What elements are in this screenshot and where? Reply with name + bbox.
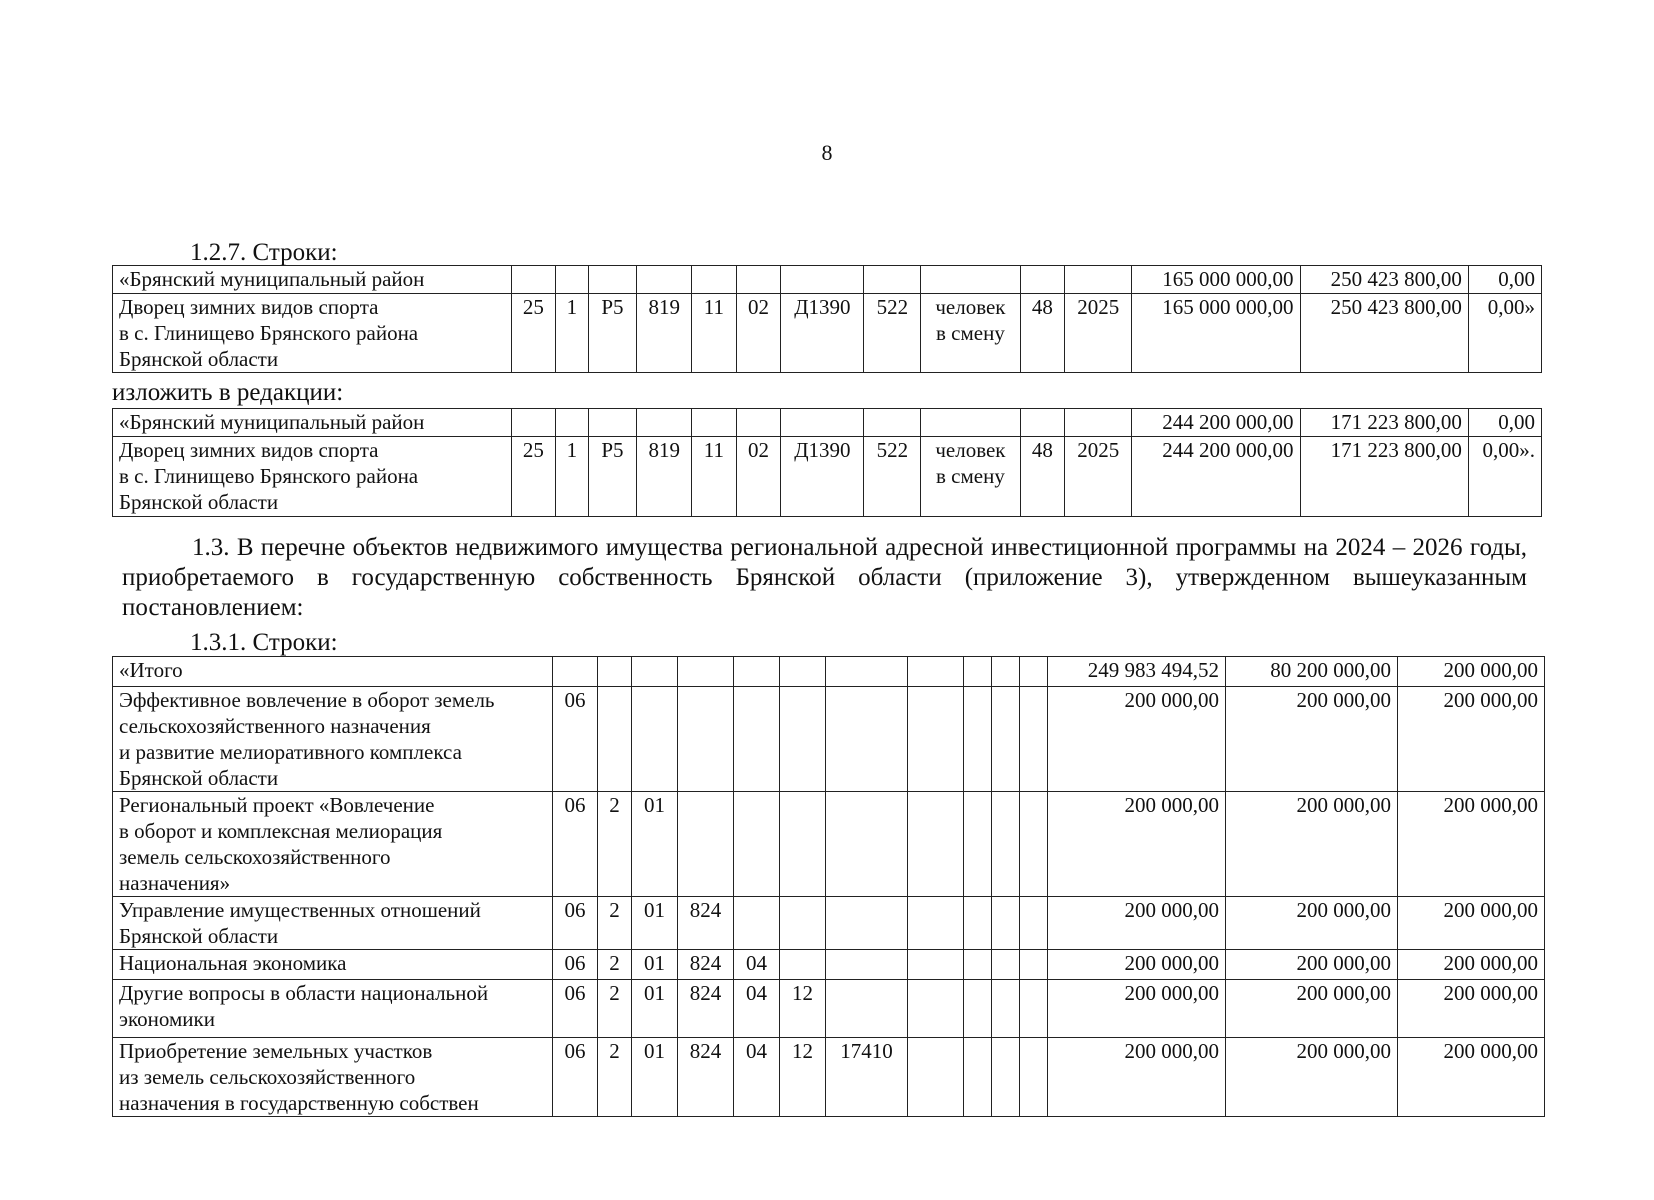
table-cell xyxy=(908,897,964,950)
table-cell xyxy=(1020,950,1048,980)
table-cell xyxy=(556,409,588,437)
table-cell xyxy=(678,657,734,687)
table-cell: 824 xyxy=(678,950,734,980)
table-row xyxy=(113,687,1545,792)
table-cell: 824 xyxy=(678,1038,734,1117)
table-cell: 2025 xyxy=(1065,437,1132,517)
table-cell xyxy=(734,657,780,687)
table-cell: человек в смену xyxy=(921,437,1020,517)
table-cell xyxy=(992,897,1020,950)
table-cell: 12 xyxy=(780,1038,826,1117)
row-label-cell: «Итого xyxy=(113,657,553,687)
table-cell xyxy=(780,687,826,792)
table-cell: 165 000 000,00 xyxy=(1132,266,1300,294)
table-cell: Р5 xyxy=(588,294,637,373)
table-cell xyxy=(556,266,588,294)
table-cell: 250 423 800,00 xyxy=(1300,294,1468,373)
table-cell xyxy=(908,980,964,1038)
table-cell xyxy=(1020,897,1048,950)
table-cell xyxy=(992,980,1020,1038)
table-cell: 80 200 000,00 xyxy=(1226,657,1398,687)
row-label-cell: Приобретение земельных участков из земель сельскохозяйственного назначения в государственную собствен xyxy=(113,1038,553,1117)
table-cell: 200 000,00 xyxy=(1398,792,1545,897)
table-cell: 11 xyxy=(692,294,737,373)
table-cell: 200 000,00 xyxy=(1226,980,1398,1038)
heading-redaction: изложить в редакции: xyxy=(112,379,344,406)
table-cell xyxy=(864,409,921,437)
table-cell xyxy=(1020,657,1048,687)
table-cell xyxy=(826,657,908,687)
table-row xyxy=(113,437,1542,517)
table-cell: 165 000 000,00 xyxy=(1132,294,1300,373)
table-cell xyxy=(678,792,734,897)
table-realty xyxy=(112,656,1545,1117)
table-cell xyxy=(1020,266,1065,294)
table-cell: 200 000,00 xyxy=(1048,897,1226,950)
table-cell xyxy=(992,950,1020,980)
table-cell: 04 xyxy=(734,980,780,1038)
table-cell: 244 200 000,00 xyxy=(1132,409,1300,437)
table-cell xyxy=(992,792,1020,897)
table-cell: человек в смену xyxy=(921,294,1020,373)
page-number: 8 xyxy=(821,140,833,165)
table-after xyxy=(112,408,1542,517)
table-cell: 06 xyxy=(553,792,598,897)
table-cell xyxy=(637,409,692,437)
table-cell: 200 000,00 xyxy=(1048,980,1226,1038)
table-cell: 824 xyxy=(678,980,734,1038)
table-row xyxy=(113,1038,1545,1117)
table-cell: 522 xyxy=(864,437,921,517)
table-cell xyxy=(964,950,992,980)
table-cell: 0,00 xyxy=(1468,266,1541,294)
table-cell xyxy=(1020,409,1065,437)
table-cell: 06 xyxy=(553,1038,598,1117)
table-cell xyxy=(637,266,692,294)
table-cell: 06 xyxy=(553,897,598,950)
table-cell: 0,00 xyxy=(1468,409,1541,437)
table-cell xyxy=(908,687,964,792)
table-cell xyxy=(964,792,992,897)
table-cell xyxy=(1020,792,1048,897)
table-cell xyxy=(780,792,826,897)
table-cell: 17410 xyxy=(826,1038,908,1117)
table-cell: 200 000,00 xyxy=(1398,980,1545,1038)
table-cell: 25 xyxy=(511,294,556,373)
table-cell xyxy=(964,897,992,950)
table-cell xyxy=(632,657,678,687)
row-label-cell: Дворец зимних видов спорта в с. Глинищево Брянского района Брянской области xyxy=(113,437,512,517)
table-cell: 1 xyxy=(556,294,588,373)
table-cell xyxy=(1020,1038,1048,1117)
table-before xyxy=(112,265,1542,373)
table-cell xyxy=(992,1038,1020,1117)
table-cell xyxy=(598,657,632,687)
table-cell xyxy=(908,792,964,897)
table-cell: 200 000,00 xyxy=(1398,687,1545,792)
table-row xyxy=(113,266,1542,294)
table-cell: 250 423 800,00 xyxy=(1300,266,1468,294)
table-row xyxy=(113,980,1545,1038)
table-cell: 200 000,00 xyxy=(1048,1038,1226,1117)
table-cell: 02 xyxy=(736,294,781,373)
table-cell: 244 200 000,00 xyxy=(1132,437,1300,517)
table-cell: 2 xyxy=(598,950,632,980)
table-cell: 200 000,00 xyxy=(1048,687,1226,792)
table-cell xyxy=(908,1038,964,1117)
table-cell: 200 000,00 xyxy=(1398,897,1545,950)
table-cell xyxy=(864,266,921,294)
table-cell: 522 xyxy=(864,294,921,373)
row-label-cell: Другие вопросы в области национальной экономики xyxy=(113,980,553,1038)
table-cell xyxy=(964,657,992,687)
table-cell: 48 xyxy=(1020,294,1065,373)
table-row xyxy=(113,897,1545,950)
table-cell: 249 983 494,52 xyxy=(1048,657,1226,687)
table-cell xyxy=(908,657,964,687)
table-cell xyxy=(736,409,781,437)
table-row xyxy=(113,409,1542,437)
table-cell: 2 xyxy=(598,897,632,950)
table-cell xyxy=(964,687,992,792)
row-label-cell: Управление имущественных отношений Брянской области xyxy=(113,897,553,950)
table-cell: 200 000,00 xyxy=(1226,792,1398,897)
table-cell: 0,00». xyxy=(1468,437,1541,517)
row-label-cell: Дворец зимних видов спорта в с. Глинищево Брянского района Брянской области xyxy=(113,294,512,373)
table-cell: 11 xyxy=(692,437,737,517)
table-cell: 04 xyxy=(734,1038,780,1117)
table-cell xyxy=(826,687,908,792)
table-cell xyxy=(826,950,908,980)
table-cell xyxy=(692,409,737,437)
table-cell xyxy=(511,409,556,437)
table-row xyxy=(113,792,1545,897)
table-cell: 02 xyxy=(736,437,781,517)
row-label-cell: Региональный проект «Вовлечение в оборот и комплексная мелиорация земель сельскохозяйственного назначения» xyxy=(113,792,553,897)
table-cell: 200 000,00 xyxy=(1226,1038,1398,1117)
table-cell: Р5 xyxy=(588,437,637,517)
table-cell xyxy=(632,687,678,792)
table-cell xyxy=(780,657,826,687)
table-cell: 06 xyxy=(553,950,598,980)
row-label-cell: «Брянский муниципальный район xyxy=(113,409,512,437)
paragraph-1-3: 1.3. В перечне объектов недвижимого имущества региональной адресной инвестиционной программы на 2024 – 2026 годы, приобретаемого в государственную собственность Брянской области (приложение 3), утвержденном вышеуказанным постановлением: xyxy=(122,534,1527,621)
table-cell xyxy=(780,897,826,950)
table-cell: Д1390 xyxy=(781,294,864,373)
table-cell xyxy=(1065,266,1132,294)
table-cell xyxy=(1065,409,1132,437)
table-cell: 2 xyxy=(598,792,632,897)
table-row xyxy=(113,657,1545,687)
table-cell xyxy=(588,409,637,437)
table-cell xyxy=(964,1038,992,1117)
heading-1-2-7: 1.2.7. Строки: xyxy=(190,239,338,266)
table-cell: 01 xyxy=(632,950,678,980)
table-cell: 48 xyxy=(1020,437,1065,517)
table-cell xyxy=(511,266,556,294)
table-cell xyxy=(736,266,781,294)
table-cell: 25 xyxy=(511,437,556,517)
table-cell: 200 000,00 xyxy=(1048,950,1226,980)
table-cell xyxy=(921,409,1020,437)
table-cell: 1 xyxy=(556,437,588,517)
table-cell: 12 xyxy=(780,980,826,1038)
table-cell xyxy=(780,950,826,980)
table-cell: 01 xyxy=(632,980,678,1038)
table-cell: 01 xyxy=(632,897,678,950)
table-cell xyxy=(678,687,734,792)
table-cell xyxy=(1020,980,1048,1038)
table-cell xyxy=(734,792,780,897)
row-label-cell: «Брянский муниципальный район xyxy=(113,266,512,294)
table-cell: Д1390 xyxy=(781,437,864,517)
table-cell: 200 000,00 xyxy=(1048,792,1226,897)
table-cell xyxy=(908,950,964,980)
table-cell xyxy=(553,657,598,687)
table-cell xyxy=(992,687,1020,792)
table-cell: 0,00» xyxy=(1468,294,1541,373)
table-cell xyxy=(1020,687,1048,792)
table-cell xyxy=(781,266,864,294)
table-cell: 06 xyxy=(553,980,598,1038)
table-cell: 2 xyxy=(598,980,632,1038)
table-cell: 04 xyxy=(734,950,780,980)
table-cell: 200 000,00 xyxy=(1226,687,1398,792)
table-cell: 200 000,00 xyxy=(1398,657,1545,687)
table-row xyxy=(113,294,1542,373)
heading-1-3-1: 1.3.1. Строки: xyxy=(190,629,338,656)
row-label-cell: Эффективное вовлечение в оборот земель сельскохозяйственного назначения и развитие мелиоративного комплекса Брянской области xyxy=(113,687,553,792)
table-cell xyxy=(992,657,1020,687)
table-cell: 01 xyxy=(632,1038,678,1117)
table-cell xyxy=(588,266,637,294)
table-cell xyxy=(826,897,908,950)
table-cell xyxy=(692,266,737,294)
table-cell: 01 xyxy=(632,792,678,897)
table-cell: 819 xyxy=(637,294,692,373)
table-cell xyxy=(734,897,780,950)
table-cell: 200 000,00 xyxy=(1226,897,1398,950)
table-row xyxy=(113,950,1545,980)
table-cell xyxy=(964,980,992,1038)
table-cell: 2 xyxy=(598,1038,632,1117)
table-cell xyxy=(598,687,632,792)
table-cell: 200 000,00 xyxy=(1398,950,1545,980)
table-cell: 06 xyxy=(553,687,598,792)
table-cell: 171 223 800,00 xyxy=(1300,437,1468,517)
table-cell xyxy=(826,792,908,897)
table-cell: 200 000,00 xyxy=(1226,950,1398,980)
table-cell xyxy=(781,409,864,437)
table-cell xyxy=(921,266,1020,294)
table-cell: 819 xyxy=(637,437,692,517)
table-cell: 171 223 800,00 xyxy=(1300,409,1468,437)
table-cell: 200 000,00 xyxy=(1398,1038,1545,1117)
table-cell xyxy=(734,687,780,792)
table-cell: 2025 xyxy=(1065,294,1132,373)
table-cell: 824 xyxy=(678,897,734,950)
row-label-cell: Национальная экономика xyxy=(113,950,553,980)
table-cell xyxy=(826,980,908,1038)
